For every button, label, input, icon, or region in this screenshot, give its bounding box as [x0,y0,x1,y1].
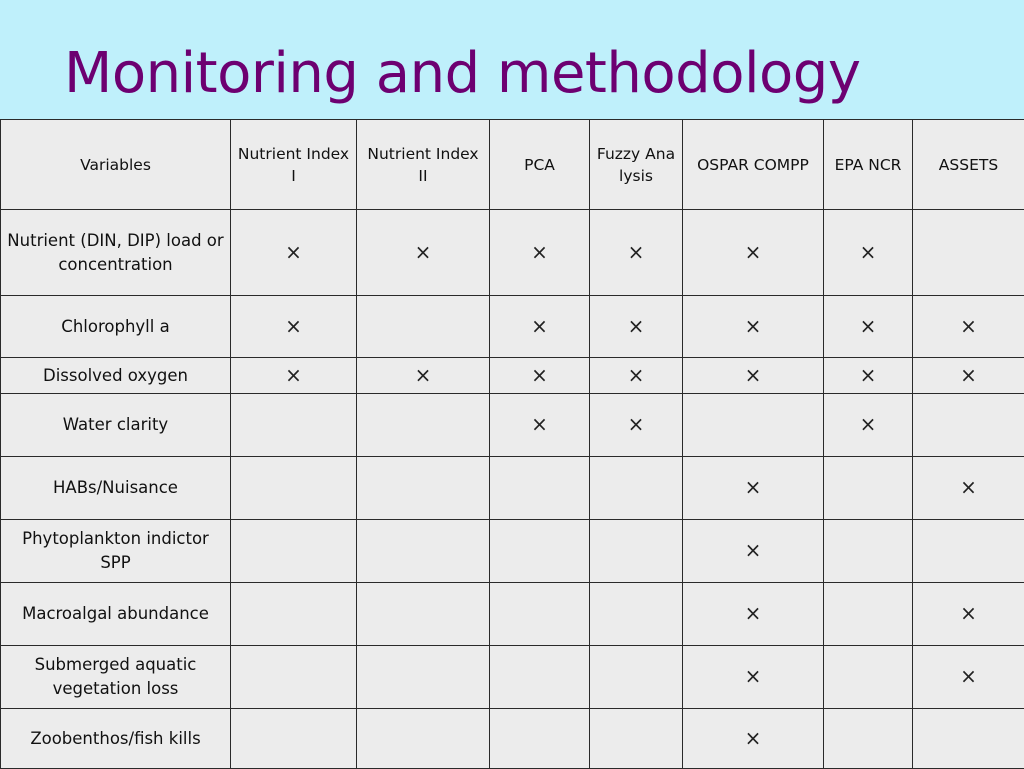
header-variables: Variables [1,120,231,210]
table-cell [490,520,590,583]
table-body [1,210,1024,769]
table-cell [357,457,490,520]
check-mark-icon: × [745,314,762,338]
table-cell [590,457,683,520]
check-mark-icon: × [860,314,877,338]
slide-title: Monitoring and methodology [64,38,860,110]
row-label: Dissolved oxygen [1,358,231,394]
check-mark-icon: × [628,412,645,436]
header-pca: PCA [490,120,590,210]
row-label: Zoobenthos/fish kills [1,709,231,769]
table-cell [683,210,824,296]
table-cell [231,583,357,646]
table-cell [490,583,590,646]
table-cell [590,709,683,769]
table-cell [824,394,913,457]
table-cell [490,210,590,296]
table-cell [683,583,824,646]
header-epa-ncr: EPA NCR [824,120,913,210]
check-mark-icon: × [531,240,548,264]
row-label: HABs/Nuisance [1,457,231,520]
table-row [1,646,1024,709]
table-row [1,296,1024,358]
check-mark-icon: × [415,363,432,387]
table-cell [590,358,683,394]
check-mark-icon: × [745,726,762,750]
check-mark-icon: × [745,538,762,562]
check-mark-icon: × [285,363,302,387]
header-assets: ASSETS [913,120,1024,210]
table-cell [824,358,913,394]
table-cell [913,296,1024,358]
table-cell [913,358,1024,394]
row-label: Phytoplankton indictor SPP [1,520,231,583]
row-label: Macroalgal abundance [1,583,231,646]
row-label: Submerged aquatic vegetation loss [1,646,231,709]
table-row [1,457,1024,520]
methodology-table-container [0,119,1024,768]
table-cell [357,210,490,296]
table-cell [357,358,490,394]
header-fuzzy-analysis: Fuzzy Analysis [590,120,683,210]
table-cell [913,394,1024,457]
check-mark-icon: × [628,314,645,338]
header-row [1,120,1024,210]
header-ospar-compp: OSPAR COMPP [683,120,824,210]
table-cell [824,296,913,358]
table-cell [490,457,590,520]
table-cell [590,646,683,709]
table-cell [824,646,913,709]
table-cell [913,646,1024,709]
table-cell [490,358,590,394]
check-mark-icon: × [960,601,977,625]
row-label: Nutrient (DIN, DIP) load or concentration [1,210,231,296]
check-mark-icon: × [860,240,877,264]
table-row [1,709,1024,769]
table-cell [913,210,1024,296]
check-mark-icon: × [860,412,877,436]
table-row [1,520,1024,583]
table-cell [357,296,490,358]
table-cell [490,296,590,358]
header-nutrient-index-i: Nutrient Index I [231,120,357,210]
table-cell [683,394,824,457]
table-cell [231,358,357,394]
table-cell [913,520,1024,583]
table-cell [590,394,683,457]
table-cell [357,394,490,457]
table-cell [357,646,490,709]
check-mark-icon: × [745,601,762,625]
table-cell [231,296,357,358]
table-cell [231,210,357,296]
table-cell [913,583,1024,646]
table-cell [683,520,824,583]
table-row [1,210,1024,296]
table-row [1,583,1024,646]
check-mark-icon: × [745,475,762,499]
table-cell [357,709,490,769]
table-cell [590,520,683,583]
table-cell [683,296,824,358]
table-cell [231,646,357,709]
check-mark-icon: × [531,412,548,436]
table-cell [231,520,357,583]
check-mark-icon: × [285,240,302,264]
check-mark-icon: × [415,240,432,264]
check-mark-icon: × [285,314,302,338]
table-cell [590,210,683,296]
methodology-table [0,119,1024,769]
table-cell [357,583,490,646]
table-cell [590,296,683,358]
table-cell [490,646,590,709]
table-row [1,358,1024,394]
check-mark-icon: × [531,363,548,387]
check-mark-icon: × [960,664,977,688]
check-mark-icon: × [628,363,645,387]
check-mark-icon: × [960,363,977,387]
table-cell [231,709,357,769]
check-mark-icon: × [745,363,762,387]
table-cell [683,358,824,394]
check-mark-icon: × [531,314,548,338]
table-cell [824,457,913,520]
table-cell [231,457,357,520]
table-cell [824,210,913,296]
header-nutrient-index-ii: Nutrient Index II [357,120,490,210]
check-mark-icon: × [960,314,977,338]
table-cell [357,520,490,583]
table-cell [490,709,590,769]
table-cell [683,709,824,769]
table-cell [824,709,913,769]
row-label: Chlorophyll a [1,296,231,358]
check-mark-icon: × [960,475,977,499]
check-mark-icon: × [628,240,645,264]
table-cell [590,583,683,646]
row-label: Water clarity [1,394,231,457]
table-cell [683,646,824,709]
check-mark-icon: × [745,240,762,264]
table-cell [913,457,1024,520]
table-cell [683,457,824,520]
table-row [1,394,1024,457]
table-cell [824,583,913,646]
table-cell [824,520,913,583]
check-mark-icon: × [745,664,762,688]
table-cell [913,709,1024,769]
table-cell [490,394,590,457]
check-mark-icon: × [860,363,877,387]
table-cell [231,394,357,457]
